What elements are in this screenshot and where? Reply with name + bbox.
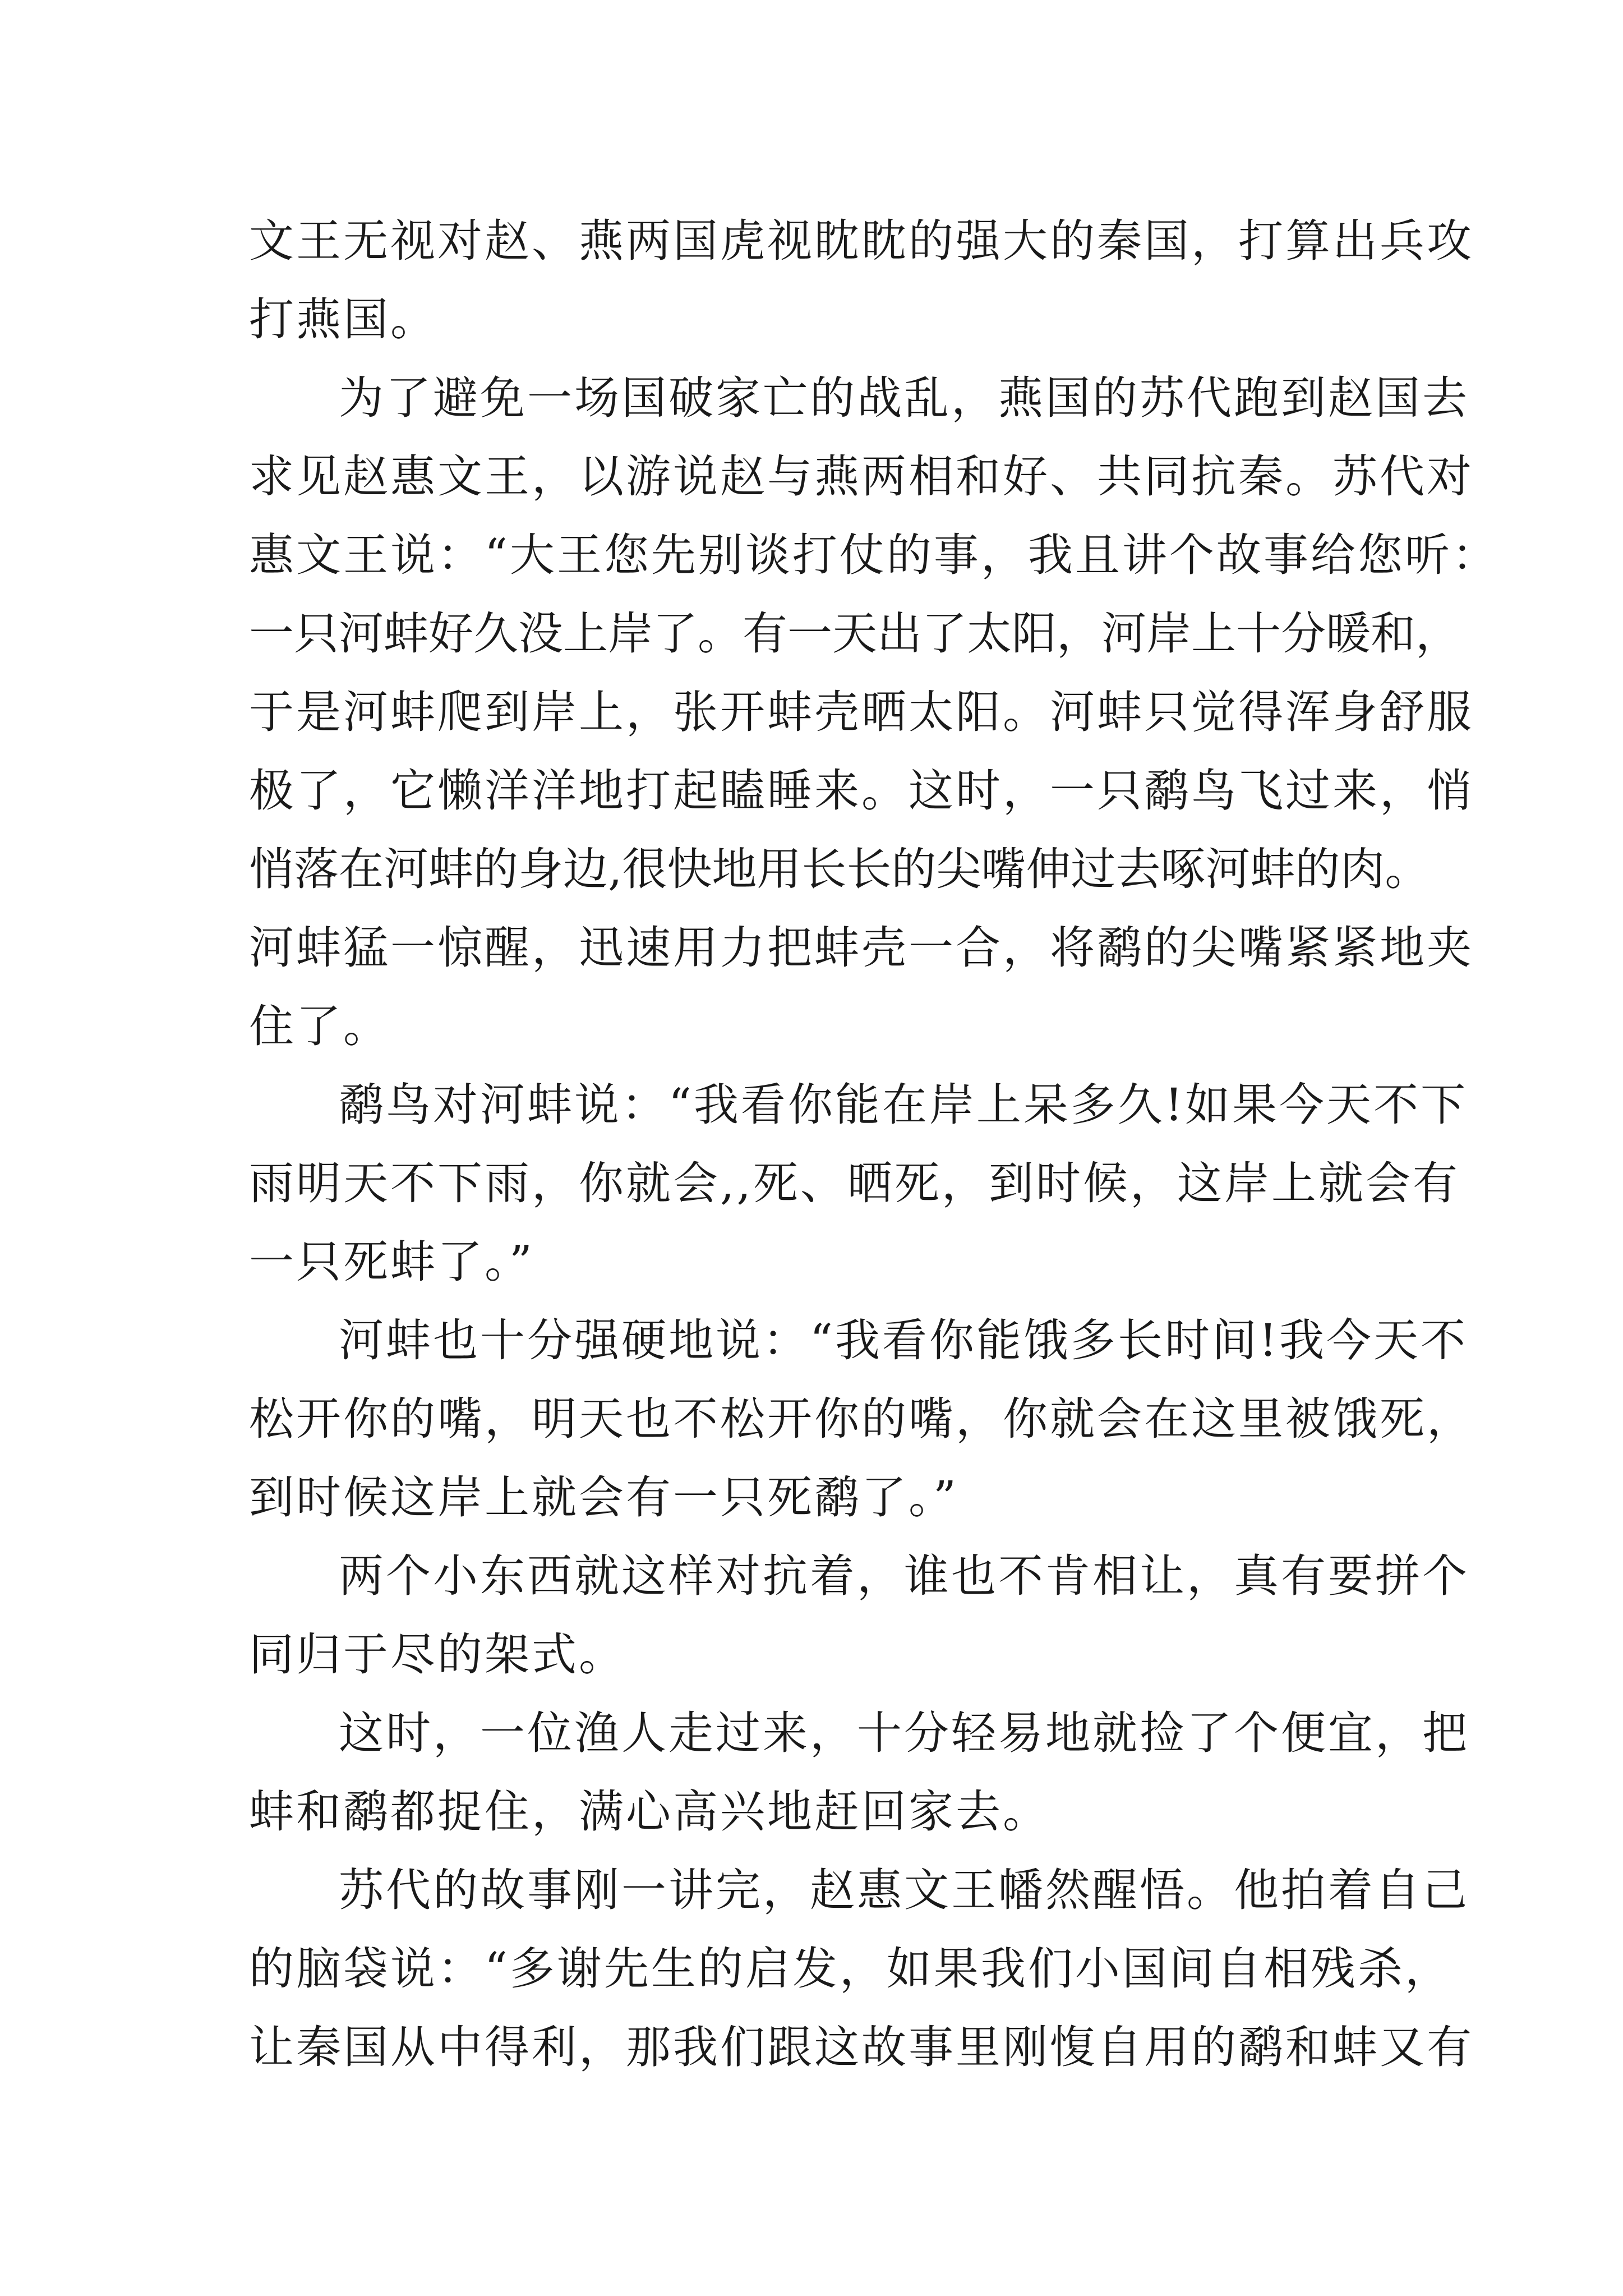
paragraph-start-line: 河蚌也十分强硬地说：“我看你能饿多长时间!我今天不 — [339, 1314, 1468, 1366]
text-line: 河蚌猛一惊醒，迅速用力把蚌壳一合，将鹬的尖嘴紧紧地夹 — [249, 922, 1474, 974]
text-line: 让秦国从中得利，那我们跟这故事里刚愎自用的鹬和蚌又有 — [249, 2021, 1474, 2073]
paragraph-start-line: 苏代的故事刚一讲完，赵惠文王幡然醒悟。他拍着自己 — [339, 1864, 1469, 1916]
paragraph-start-line: 两个小东西就这样对抗着，谁也不肯相让，真有要拼个 — [339, 1550, 1469, 1602]
text-line: 惠文王说：“大王您先别谈打仗的事，我且讲个故事给您听： — [249, 529, 1499, 581]
text-line: 松开你的嘴，明天也不松开你的嘴，你就会在这里被饿死， — [249, 1393, 1474, 1445]
text-line: 求见赵惠文王，以游说赵与燕两相和好、共同抗秦。苏代对 — [249, 450, 1474, 503]
text-line: 极了，它懒洋洋地打起瞌睡来。这时，一只鹬鸟飞过来，悄 — [249, 765, 1474, 817]
paragraph-start-line: 鹬鸟对河蚌说：“我看你能在岸上呆多久!如果今天不下 — [339, 1079, 1468, 1131]
article-body — [249, 202, 1499, 2087]
paragraph-start-line: 为了避免一场国破家亡的战乱，燕国的苏代跑到赵国去 — [339, 372, 1469, 424]
text-line: 一只河蚌好久没上岸了。有一天出了太阳，河岸上十分暖和， — [249, 608, 1460, 660]
text-line: 雨明天不下雨，你就会,,死、晒死，到时候，这岸上就会有 — [249, 1157, 1460, 1209]
text-line: 蚌和鹬都捉住，满心高兴地赶回家去。 — [249, 1786, 1050, 1838]
text-line: 到时候这岸上就会有一只死鹬了。” — [249, 1471, 958, 1524]
paragraph-start-line: 这时，一位渔人走过来，十分轻易地就捡了个便宜，把 — [339, 1707, 1469, 1759]
text-line: 一只死蚌了。” — [249, 1236, 534, 1288]
text-line: 住了。 — [249, 1000, 390, 1052]
text-line: 于是河蚌爬到岸上，张开蚌壳晒太阳。河蚌只觉得浑身舒服 — [249, 686, 1474, 738]
text-line: 同归于尽的架式。 — [249, 1628, 626, 1681]
text-line: 文王无视对赵、燕两国虎视眈眈的强大的秦国，打算出兵攻 — [249, 215, 1474, 267]
text-line: 打燕国。 — [249, 293, 437, 346]
text-line: 的脑袋说：“多谢先生的启发，如果我们小国间自相残杀， — [249, 1943, 1452, 1995]
text-line: 悄落在河蚌的身边,很快地用长长的尖嘴伸过去啄河蚌的肉。 — [249, 843, 1430, 895]
